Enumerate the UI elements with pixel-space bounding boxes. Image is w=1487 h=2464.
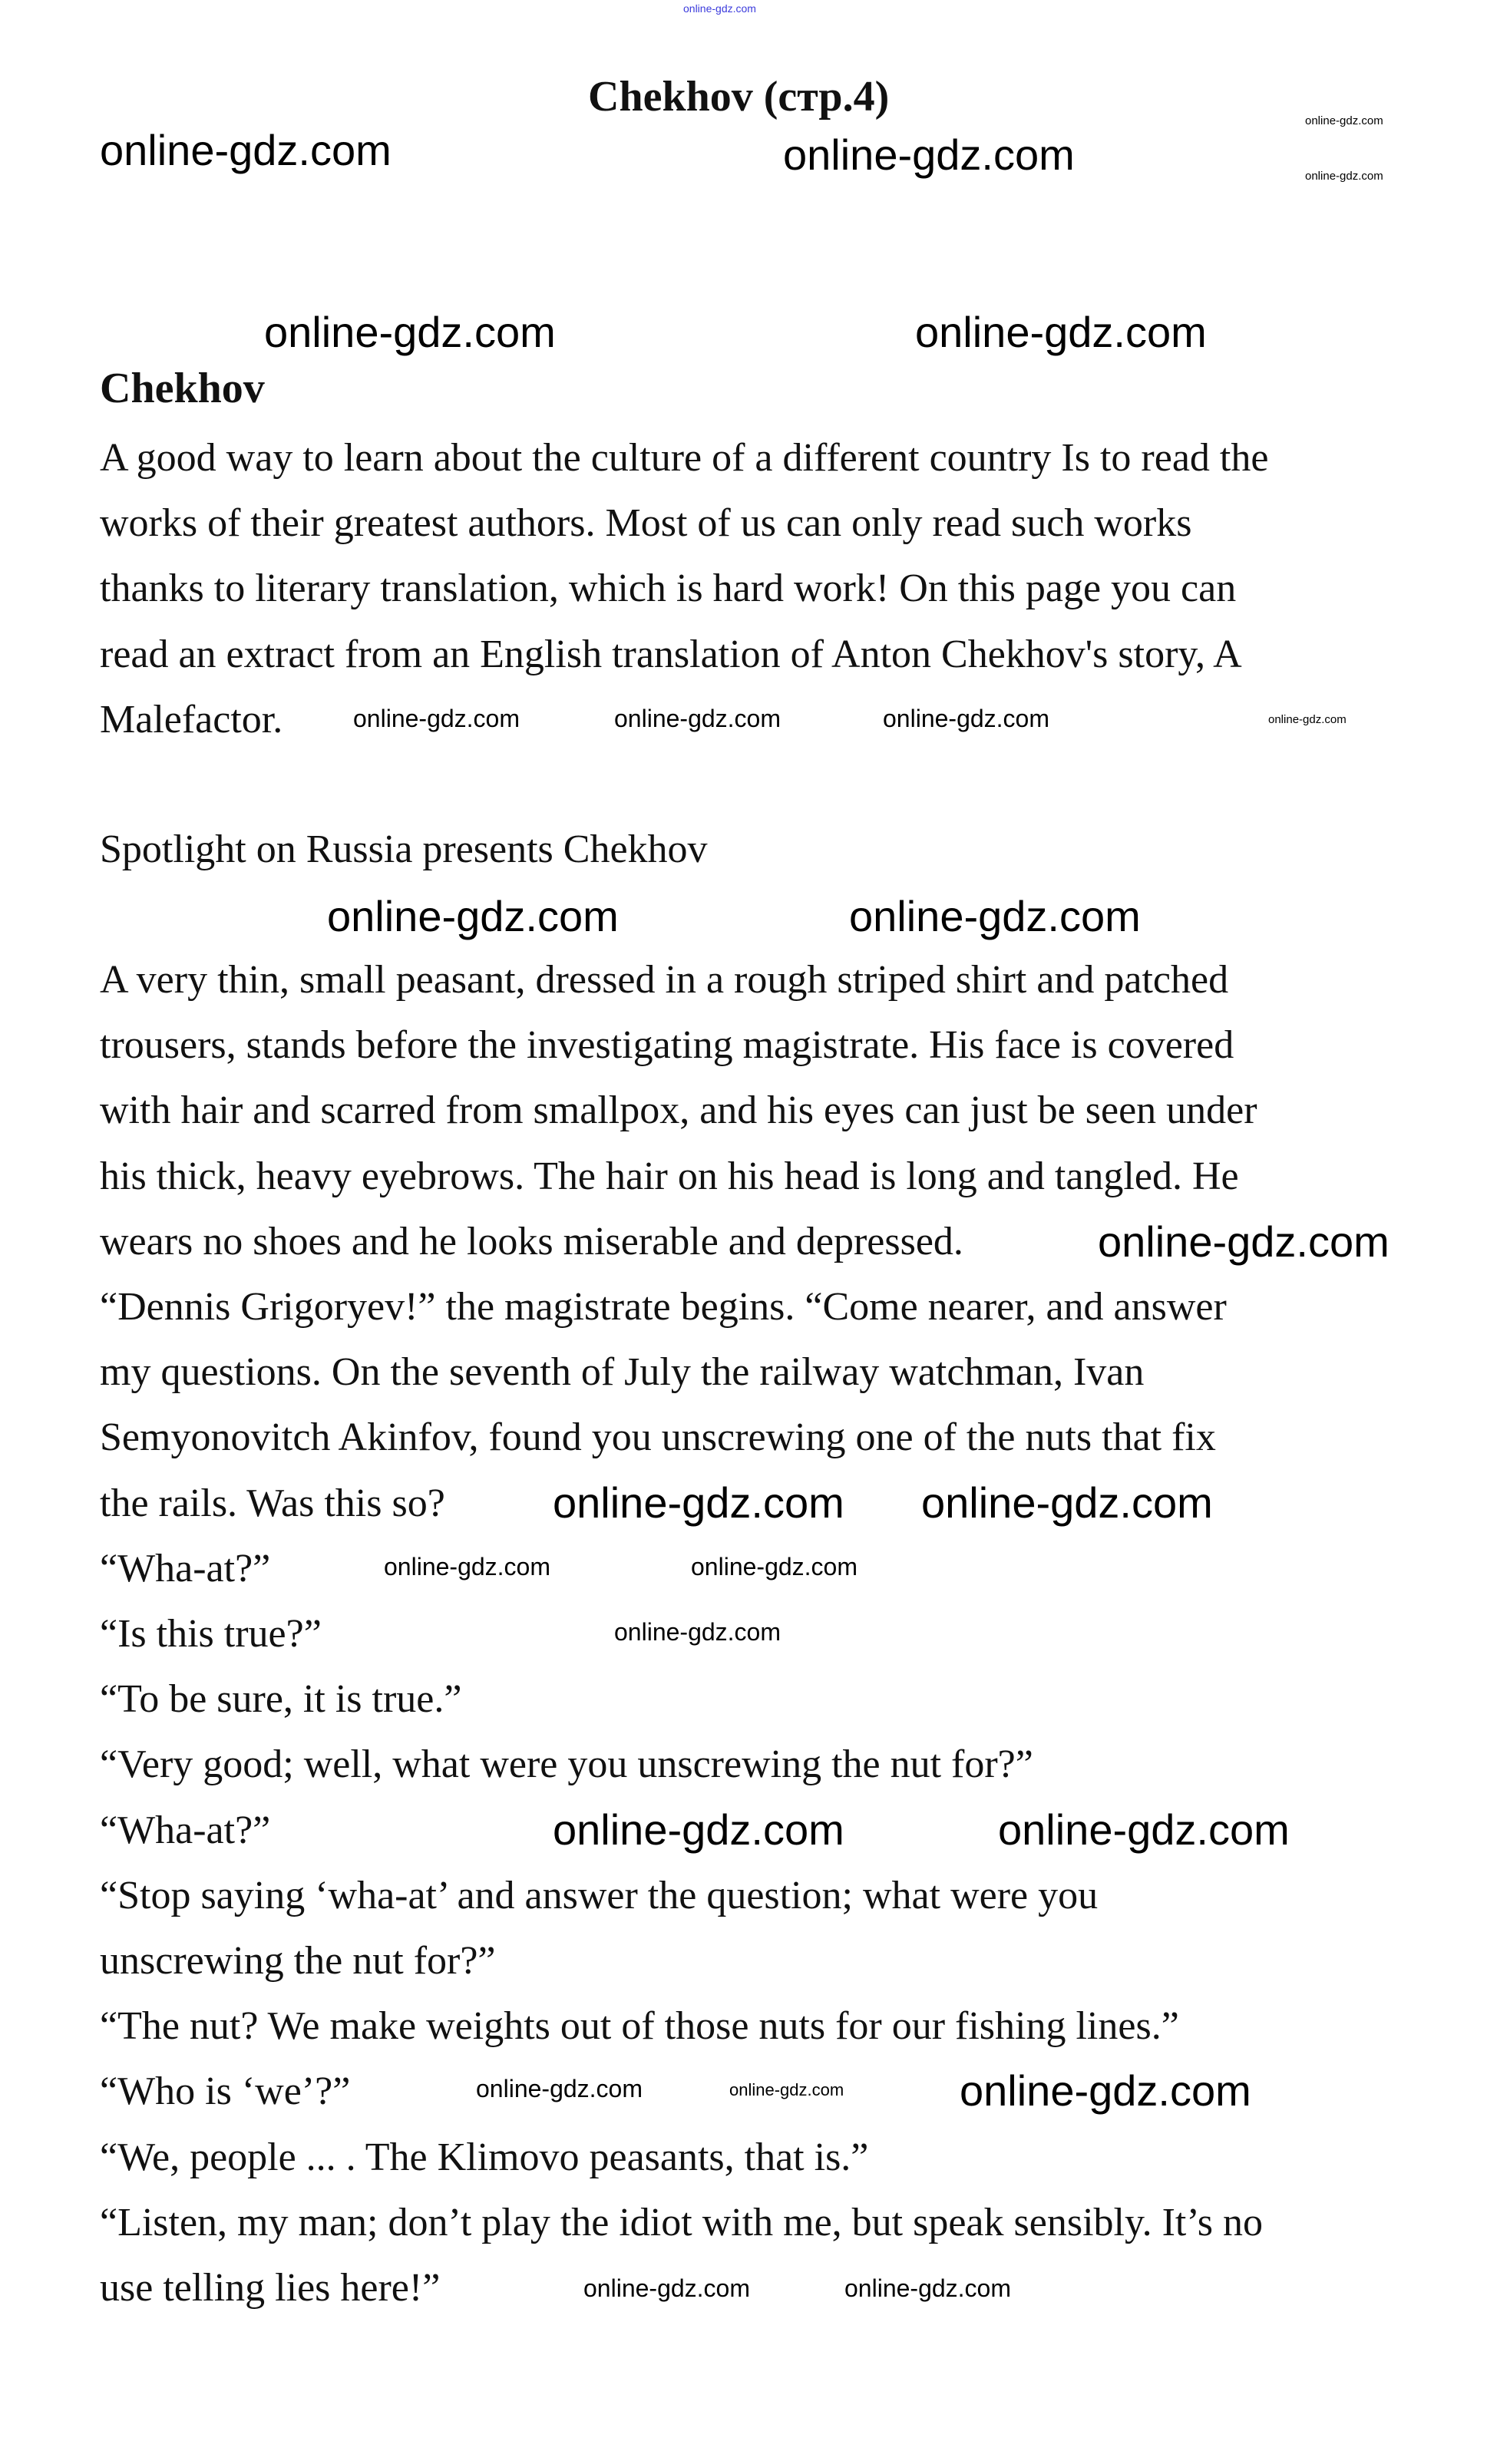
watermark: online-gdz.com [553,1478,844,1527]
watermark: online-gdz.com [783,130,1075,179]
text-line: “Who is ‘we’?” [100,2069,351,2114]
text-line: read an extract from an English translation of Anton Chekhov's story, A [100,632,1242,676]
watermark: online-gdz.com [327,892,619,940]
watermark: online-gdz.com [353,705,520,732]
text-line: wears no shoes and he looks miserable and depressed. [100,1219,963,1263]
text-line: “Is this true?” [100,1612,322,1656]
watermark: online-gdz.com [915,308,1207,356]
watermark: online-gdz.com [883,705,1049,732]
text-line: A good way to learn about the culture of a different country Is to read the [100,436,1269,480]
watermark: online-gdz.com [844,2274,1011,2302]
watermark: online-gdz.com [1098,1217,1390,1266]
watermark: online-gdz.com [384,1553,550,1580]
intro-paragraph [100,425,1268,752]
text-line: his thick, heavy eyebrows. The hair on his head is long and tangled. He [100,1154,1239,1198]
text-line: works of their greatest authors. Most of us can only read such works [100,501,1192,546]
text-line: with hair and scarred from smallpox, and his eyes can just be seen under [100,1088,1257,1133]
text-line: Semyonovitch Akinfov, found you unscrewing one of the nuts that fix [100,1415,1216,1460]
text-line: my questions. On the seventh of July the railway watchman, Ivan [100,1350,1145,1395]
watermark: online-gdz.com [960,2066,1251,2115]
text-line: “We, people ... . The Klimovo peasants, that is.” [100,2135,869,2179]
page-title: Chekhov (стр.4) [588,73,890,121]
watermark: online-gdz.com [1305,170,1383,183]
watermark: online-gdz.com [729,2080,844,2099]
watermark: online-gdz.com [100,126,392,174]
watermark: online-gdz.com [264,308,556,356]
watermark: online-gdz.com [849,892,1141,940]
text-line: use telling lies here!” [100,2266,441,2310]
watermark: online-gdz.com [1305,114,1383,127]
text-line: “Listen, my man; don’t play the idiot with me, but speak sensibly. It’s no [100,2200,1264,2244]
watermark: online-gdz.com [998,1805,1290,1854]
text-line: trousers, stands before the investigating magistrate. His face is covered [100,1023,1234,1068]
section-heading: Chekhov [100,365,265,412]
subheading: Spotlight on Russia presents Chekhov [100,827,708,871]
text-line: Malefactor. [100,697,283,742]
watermark: online-gdz.com [583,2274,750,2302]
watermark: online-gdz.com [1268,713,1347,726]
text-line: “The nut? We make weights out of those nuts for our fishing lines.” [100,2004,1179,2049]
text-line: “Wha-at?” [100,1546,271,1590]
text-line: “Wha-at?” [100,1808,271,1852]
watermark: online-gdz.com [614,1618,781,1646]
text-line: the rails. Was this so? [100,1481,445,1525]
text-line: “Stop saying ‘wha-at’ and answer the question; what were you [100,1873,1099,1917]
watermark: online-gdz.com [614,705,781,732]
text-line: thanks to literary translation, which is hard work! On this page you can [100,566,1237,611]
watermark: online-gdz.com [476,2075,643,2102]
text-line: “Very good; well, what were you unscrewing the nut for?” [100,1742,1033,1787]
text-line: “Dennis Grigoryev!” the magistrate begins. “Come nearer, and answer [100,1285,1227,1329]
watermark: online-gdz.com [921,1478,1213,1527]
text-line: unscrewing the nut for?” [100,1939,496,1983]
watermark-top: online-gdz.com [683,2,756,15]
watermark: online-gdz.com [553,1805,844,1854]
watermark: online-gdz.com [691,1553,858,1580]
text-line: “To be sure, it is true.” [100,1677,462,1722]
text-line: A very thin, small peasant, dressed in a rough striped shirt and patched [100,958,1229,1002]
